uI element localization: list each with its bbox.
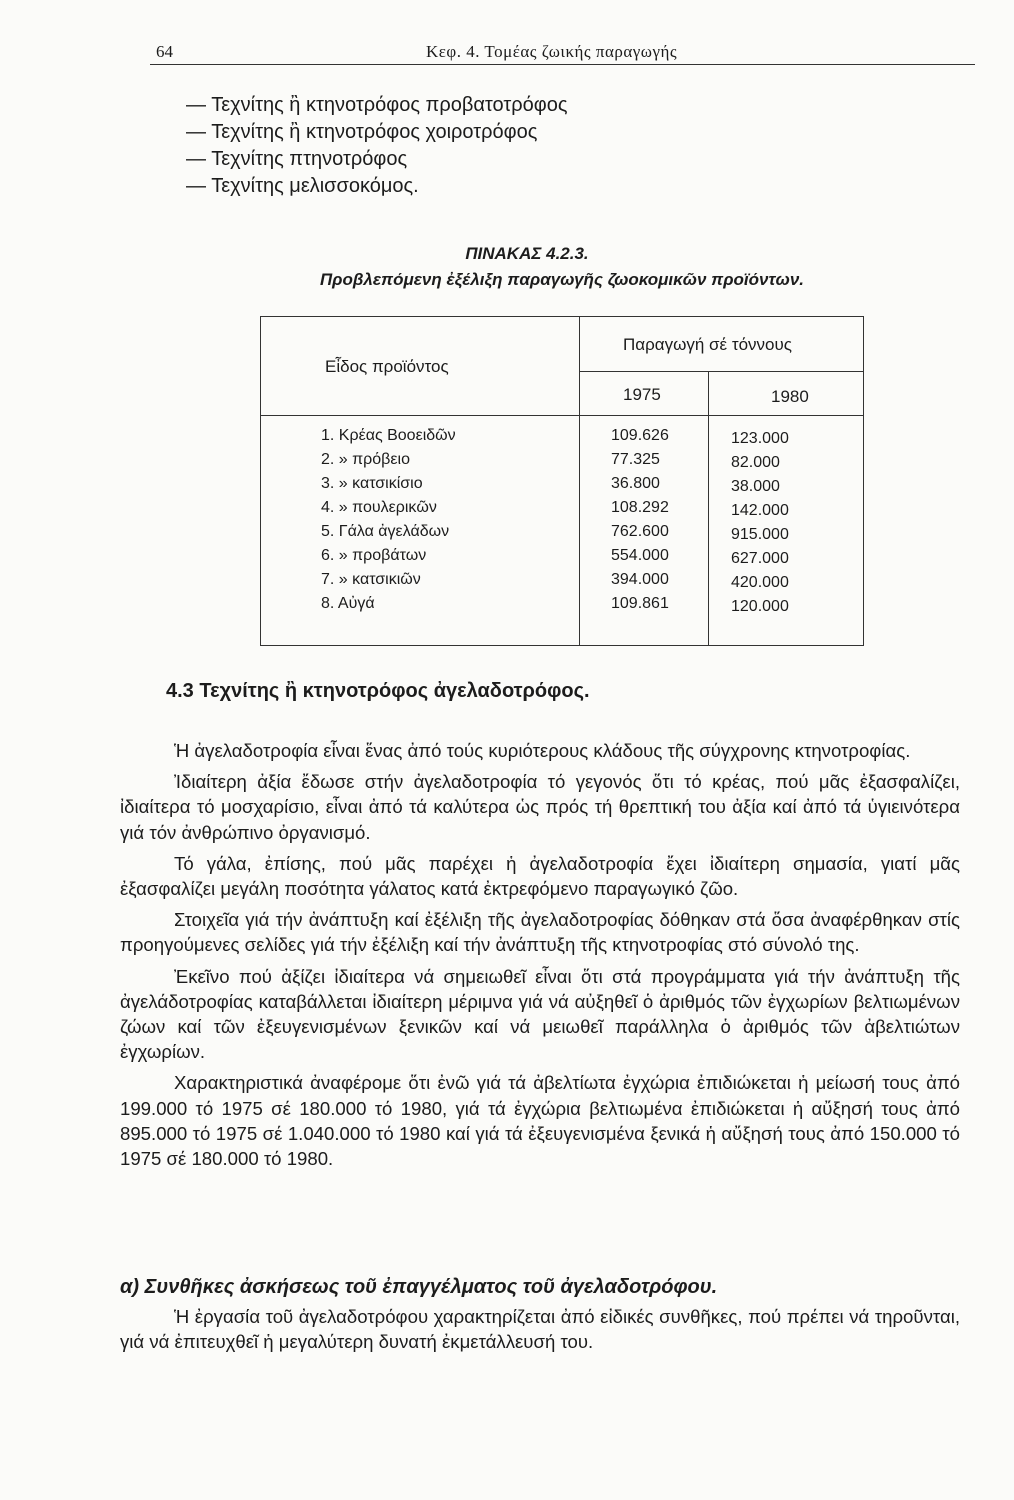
cell-1980: 142.000 [731,502,789,519]
col-header-product: Εἶδος προϊόντος [325,357,449,376]
cell-1975: 109.626 [611,427,669,444]
cell-product: 4. » πουλερικῶν [321,499,437,516]
table-row [261,427,863,450]
cell-1975: 36.800 [611,475,660,492]
cell-1980: 420.000 [731,574,789,591]
cell-product: 1. Κρέας Βοοειδῶν [321,427,456,444]
table-label: ΠΙΝΑΚΑΣ 4.2.3. [465,244,589,263]
table-row [261,523,863,546]
cell-product: 7. » κατσικιῶν [321,571,421,588]
table-caption: Προβλεπόμενη ἐξέλιξη παραγωγῆς ζωοκομικῶν προϊόντων. [319,270,805,289]
cell-product: 2. » πρόβειο [321,451,410,468]
paragraph: Ἐκεῖνο πού ἀξίζει ἰδιαίτερα νά σημειωθεῖ εἶναι ὅτι στά προγράμματα γιά τήν ἀνάπτυξη τῆς ἀγελάδοτροφίας καταβάλλεται ἰδιαίτερη μέριμνα γιά νά αὐξηθεῖ ὁ ἀριθμός τῶν ἐγχωρίων βελτιωμένων ζώων καί τῶν ἐξευγενισμένων ξενικῶν καί νά μειωθεῖ παράλληλα ὁ ἀριθμός τῶν ἀβελτιώτων ἐγχωρίων. [120,965,960,1063]
cell-1980: 123.000 [731,430,789,447]
header-divider [261,415,863,416]
section-body [120,738,960,1177]
col-header-1980: 1980 [771,387,809,406]
cell-product: 5. Γάλα ἀγελάδων [321,523,450,540]
cell-product: 8. Αὐγά [321,595,375,612]
table-row [261,499,863,522]
paragraph: Ἡ ἀγελαδοτροφία εἶναι ἕνας ἀπό τούς κυριότερους κλάδους τῆς σύγχρονης κτηνοτροφίας. [174,740,911,761]
subsection-body [120,1304,960,1360]
paragraph: Στοιχεῖα γιά τήν ἀνάπτυξη καί ἐξέλιξη τῆς ἀγελαδοτροφίας δόθηκαν στά ὅσα ἀναφέρθηκαν στίς προηγούμενες σελίδες γιά τήν ἐξέλιξη καί τήν ἀνάπτυξη τῆς κτηνοτροφίας στό σύνολό της. [120,909,960,956]
cell-1975: 554.000 [611,547,669,564]
cell-1980: 627.000 [731,550,789,567]
cell-1975: 109.861 [611,595,669,612]
cell-1980: 915.000 [731,526,789,543]
cell-1980: 82.000 [731,454,780,471]
header-divider [579,371,863,372]
list-item: — Τεχνίτης μελισσοκόμος. [186,175,419,197]
table-row [261,547,863,570]
paragraph: Ἡ ἐργασία τοῦ ἀγελαδοτρόφου χαρακτηρίζεται ἀπό εἰδικές συνθῆκες, πού πρέπει νά τηροῦνται, γιά νά ἐπιτευχθεῖ ἡ μεγαλύτερη δυνατή ἐκμετάλλευσή του. [120,1306,960,1353]
paragraph: Ἰδιαίτερη ἀξία ἔδωσε στήν ἀγελαδοτροφία τό γεγονός ὅτι τό κρέας, πού μᾶς ἐξασφαλίζει, ἰδιαίτερα τό μοσχαρίσιο, εἶναι ἀπό τά καλύτερα ὡς πρός τή θρεπτική του ἀξία καί ἀπό τά ὑγιεινότερα γιά τόν ἀνθρώπινο ὀργανισμό. [120,771,960,843]
cell-1975: 77.325 [611,451,660,468]
cell-1975: 762.600 [611,523,669,540]
list-item: — Τεχνίτης ἢ κτηνοτρόφος προβατοτρόφος [186,94,568,116]
list-item: — Τεχνίτης ἢ κτηνοτρόφος χοιροτρόφος [186,121,538,143]
col-header-1975: 1975 [623,385,661,404]
page-header [150,30,975,65]
table-row [261,571,863,594]
table-row [261,595,863,618]
dash-list [186,92,567,200]
paragraph: Χαρακτηριστικά ἀναφέρομε ὅτι ἐνῶ γιά τά ἀβελτίωτα ἐγχώρια ἐπιδιώκεται ἡ μείωσή τους ἀπό 199.000 τό 1975 σέ 180.000 τό 1980, γιά τά ἐγχώρια βελτιωμένα ἐπιδιώκεται ἡ αὔξησή τους ἀπό 895.000 τό 1975 σέ 1.040.000 τό 1980 καί γιά τά ἐξευγενισμένα ξενικά ἡ αὔξησή τους ἀπό 150.000 τό 1975 σέ 180.000 τό 1980. [120,1072,960,1170]
paragraph: Τό γάλα, ἐπίσης, πού μᾶς παρέχει ἡ ἀγελαδοτροφία ἔχει ἰδιαίτερη σημασία, γιατί μᾶς ἐξασφαλίζει μεγάλη ποσότητα γάλατος κατά ἐκτρεφόμενο παραγωγικό ζῶο. [120,852,960,900]
cell-1980: 38.000 [731,478,780,495]
page-number: 64 [156,42,173,61]
list-item: — Τεχνίτης πτηνοτρόφος [186,148,408,170]
running-title: Κεφ. 4. Τομέας ζωικής παραγωγής [426,42,678,61]
cell-1975: 108.292 [611,499,669,516]
table-row [261,475,863,498]
production-table [260,316,864,646]
section-heading: 4.3 Τεχνίτης ἢ κτηνοτρόφος ἀγελαδοτρόφος. [166,680,590,702]
cell-product: 6. » προβάτων [321,547,427,564]
cell-1975: 394.000 [611,571,669,588]
col-header-group: Παραγωγή σέ τόννους [623,335,792,354]
subsection-heading: α) Συνθῆκες ἀσκήσεως τοῦ ἐπαγγέλματος τοῦ ἀγελαδοτρόφου. [120,1276,718,1298]
cell-product: 3. » κατσικίσιο [321,475,423,492]
cell-1980: 120.000 [731,598,789,615]
table-row [261,451,863,474]
